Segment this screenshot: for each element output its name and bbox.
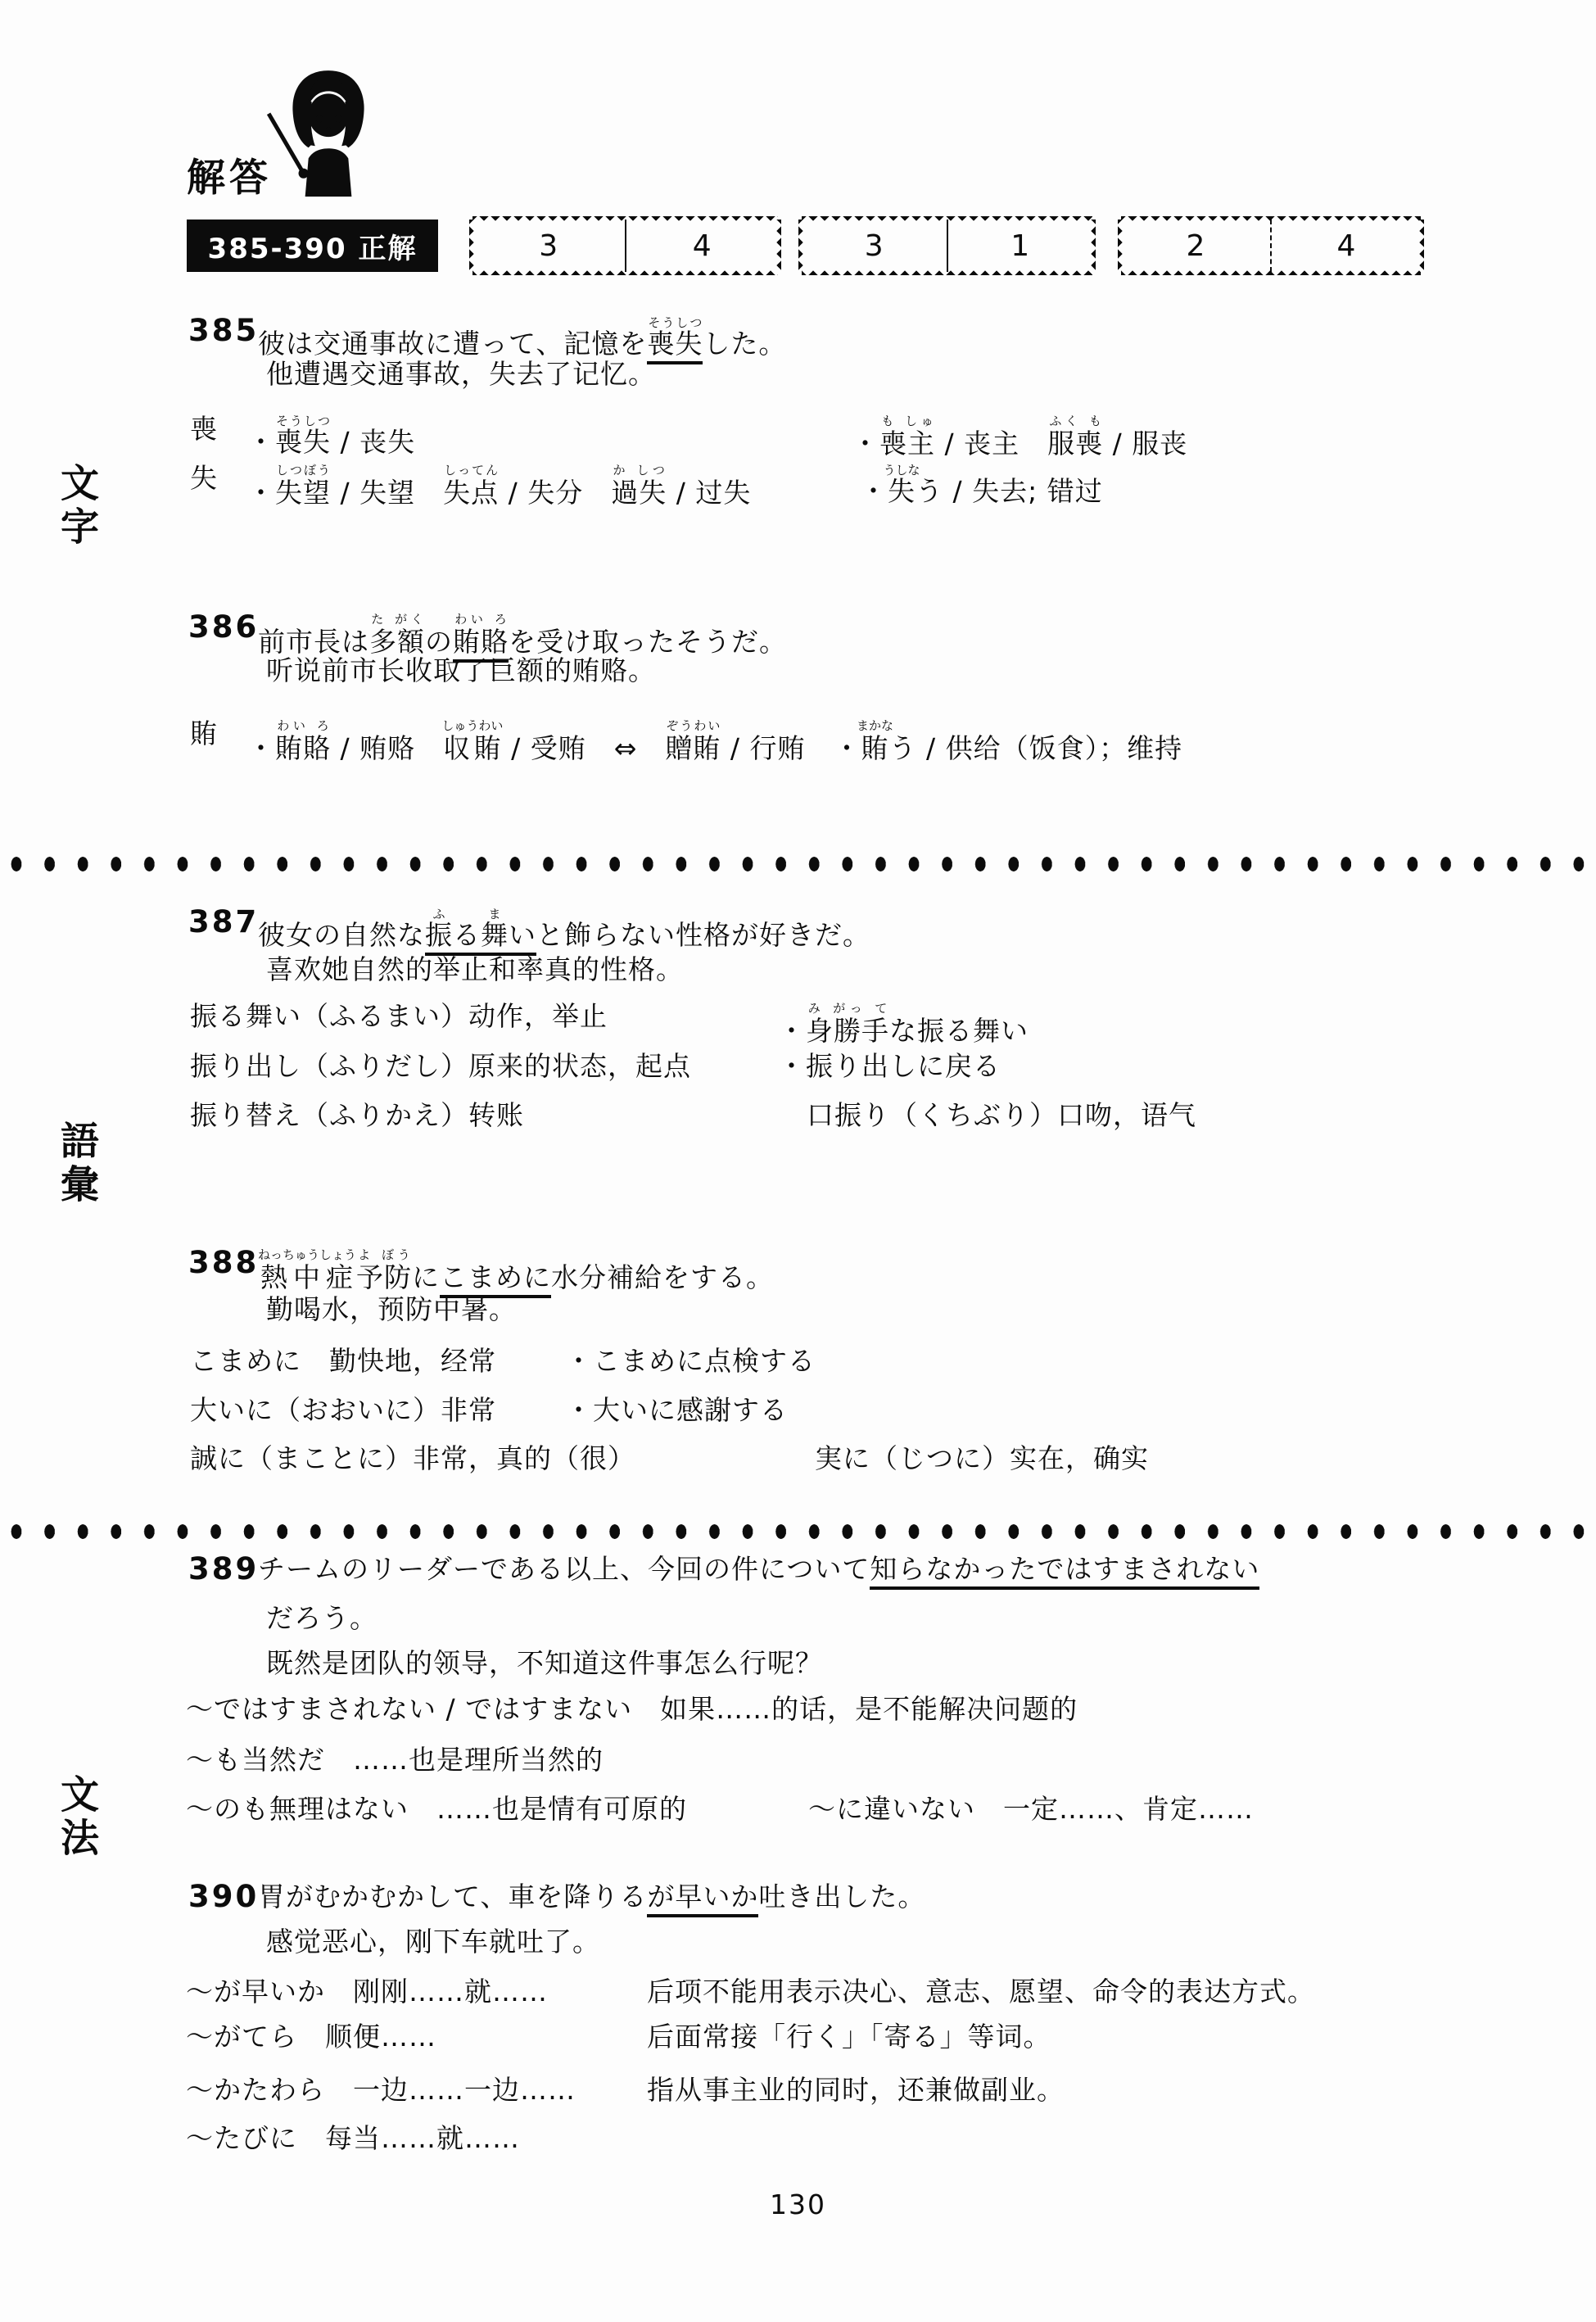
grammar-row: ～ではすまされない / ではすまない 如果……的话，是不能解决问题的 xyxy=(186,1693,1078,1725)
vocab-row-right: ・こまめに点検する xyxy=(565,1345,816,1377)
question-title: 前市長は多額た がくの賄賂わい ろを受け取ったそうだ。 xyxy=(258,612,787,658)
question-title: 彼女の自然な振ふる舞まいと飾らない性格が好きだ。 xyxy=(258,907,870,951)
vocab-row-head: 喪 xyxy=(190,413,218,445)
wavy-border xyxy=(1118,220,1125,272)
wavy-border xyxy=(1417,220,1424,272)
answer-cell: 2 xyxy=(1186,229,1205,263)
sidebar-label-moji: 文字 xyxy=(54,463,99,550)
wavy-border xyxy=(469,220,477,272)
vocab-row-right: ・身勝手み がっ てな振る舞い xyxy=(778,1001,1029,1047)
question-translation: 既然是团队的领导，不知道这件事怎么行呢？ xyxy=(266,1647,823,1679)
question-title: 熱中症ねっちゅうしょう予防よ ぼうにこまめに水分補給をする。 xyxy=(258,1247,774,1293)
vocab-row-left: ・賄賂わい ろ / 贿赂 収賄しゅうわい / 受贿 ⇔ 贈賄ぞうわい / 行贿 ・賄まかなう / 供给（饭食）；维持 xyxy=(247,718,1183,764)
pointing-girl-illustration xyxy=(267,66,390,197)
wavy-border xyxy=(798,220,806,272)
vocab-row-right: ・失うしなう / 失去; 错过 xyxy=(860,463,1103,507)
grammar-row-right: ～に違いない 一定……、肯定…… xyxy=(808,1793,1254,1825)
answer-section-heading: 解答 xyxy=(187,156,272,201)
grammar-row-right: 后项不能用表示决心、意志、愿望、命令的表达方式。 xyxy=(647,1976,1315,2007)
question-number: 388 xyxy=(188,1245,260,1280)
vocab-row-left: こまめに 勤快地，经常 xyxy=(190,1345,496,1377)
vocab-row-left: 振る舞い（ふるまい）动作，举止 xyxy=(190,1000,608,1032)
question-number: 386 xyxy=(188,609,260,645)
question-translation: 勤喝水，预防中暑。 xyxy=(266,1293,517,1325)
dotted-divider xyxy=(0,1523,1596,1540)
grammar-row-left: ～がてら 顺便…… xyxy=(186,2021,436,2053)
answer-box xyxy=(1121,220,1421,272)
wavy-border xyxy=(802,216,1092,224)
question-number: 390 xyxy=(188,1879,260,1914)
question-translation: 听说前市长收取了巨额的贿赂。 xyxy=(266,654,656,686)
vocab-row-left: 振り替え（ふりかえ）转账 xyxy=(190,1099,524,1131)
wavy-border xyxy=(472,216,778,224)
sidebar-label-bunpou: 文法 xyxy=(54,1774,99,1861)
question-number: 387 xyxy=(188,904,260,939)
vocab-row-left: ・喪失そうしつ / 丧失 xyxy=(247,414,416,458)
question-title: 胃がむかむかして、車を降りるが早いか吐き出した。 xyxy=(258,1881,925,1912)
grammar-row-right: 指从事主业的同时，还兼做副业。 xyxy=(647,2074,1065,2106)
vocab-row-head: 賄 xyxy=(190,717,218,749)
question-title: チームのリーダーである以上、今回の件について知らなかったではすまされない xyxy=(258,1554,1259,1585)
vocab-row-left: 誠に（まことに）非常，真的（很） xyxy=(190,1442,635,1474)
vocab-row-right: 口振り（くちぶり）口吻，语气 xyxy=(807,1099,1196,1131)
grammar-row: ～たびに 每当……就…… xyxy=(186,2122,520,2154)
dotted-divider xyxy=(0,856,1596,872)
question-translation: 他遭遇交通事故，失去了记忆。 xyxy=(266,358,656,390)
question-number: 389 xyxy=(188,1551,260,1586)
vocab-row-left: 振り出し（ふりだし）原来的状态，起点 xyxy=(190,1050,691,1082)
wavy-border xyxy=(1121,268,1421,275)
grammar-row: ～も当然だ ……也是理所当然的 xyxy=(186,1744,604,1776)
vocab-row-head: 失 xyxy=(190,462,218,494)
answer-cell: 3 xyxy=(539,229,558,263)
wavy-border xyxy=(774,220,781,272)
answer-cell: 4 xyxy=(625,220,779,272)
wavy-border xyxy=(472,268,778,275)
vocab-row-right: ・大いに感謝する xyxy=(565,1394,788,1426)
question-translation: 感觉恶心，刚下车就吐了。 xyxy=(266,1926,600,1958)
grammar-row-left: ～が早いか 刚刚……就…… xyxy=(186,1976,548,2007)
wavy-border xyxy=(1121,216,1421,224)
grammar-row-left: ～のも無理はない ……也是情有可原的 xyxy=(186,1793,687,1825)
answer-cell: 4 xyxy=(1270,220,1421,272)
question-number: 385 xyxy=(188,313,260,348)
vocab-row-left: ・失望しつぼう / 失望 失点しってん / 失分 過失か しつ / 过失 xyxy=(247,463,752,509)
vocab-row-right: ・喪主も しゅ / 丧主 服喪ふく も / 服丧 xyxy=(852,414,1188,459)
sidebar-label-goi: 語彙 xyxy=(54,1120,99,1207)
grammar-row-left: ～かたわら 一边……一边…… xyxy=(186,2074,576,2106)
answer-box xyxy=(802,220,1092,272)
question-title-continued: だろう。 xyxy=(266,1602,378,1634)
page-number: 130 xyxy=(770,2188,826,2220)
wavy-border xyxy=(1088,220,1096,272)
vocab-row-right: 実に（じつに）实在，确实 xyxy=(815,1442,1149,1474)
grammar-row-right: 后面常接「行く」「寄る」等词。 xyxy=(647,2021,1051,2053)
vocab-row-right: ・振り出しに戻る xyxy=(778,1050,1001,1082)
question-title: 彼は交通事故に遭って、記憶を喪失そうしつした。 xyxy=(258,315,786,360)
answer-box xyxy=(472,220,778,272)
answer-cell: 1 xyxy=(947,220,1093,272)
answer-range-label: 385-390 正解 xyxy=(187,220,438,272)
wavy-border xyxy=(802,268,1092,275)
question-translation: 喜欢她自然的举止和率真的性格。 xyxy=(266,953,684,985)
vocab-row-left: 大いに（おおいに）非常 xyxy=(190,1394,496,1426)
answer-cell: 3 xyxy=(864,229,884,263)
